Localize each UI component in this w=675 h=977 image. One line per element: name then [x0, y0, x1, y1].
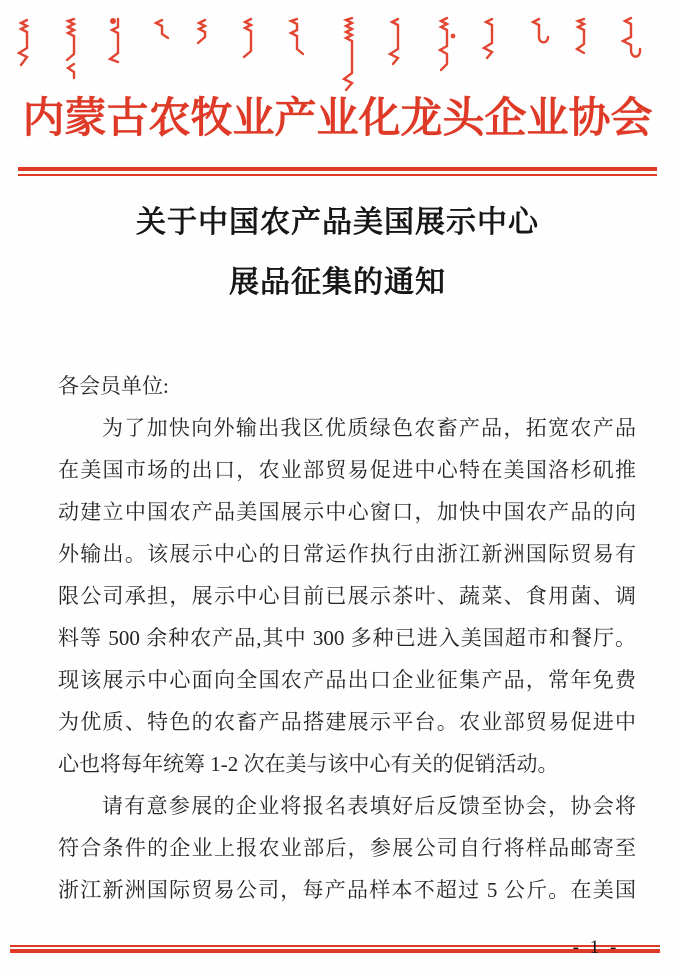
doc-title-line2: 展品征集的通知: [229, 266, 446, 299]
mongolian-word: [198, 20, 205, 43]
org-name: 内蒙古农牧业产业化龙头企业协会: [22, 96, 653, 142]
paragraph2-line: 符合条件的企业上报农业部后，参展公司自行将样品邮寄至: [58, 836, 636, 860]
paragraph2-line: 请有意参展的企业将报名表填好后反馈至协会，协会将: [102, 794, 636, 818]
mongolian-word: [244, 19, 251, 57]
mongolian-dot: [451, 34, 456, 39]
mongolian-word: [623, 18, 640, 57]
mongolian-word: [67, 19, 74, 60]
header-rule-thick: [18, 167, 657, 171]
paragraph1-line: 为优质、特色的农畜产品搭建展示平台。农业部贸易促进中: [58, 710, 636, 734]
mongolian-word: [440, 18, 447, 70]
doc-title-line1: 关于中国农产品美国展示中心: [136, 206, 539, 239]
mongolian-word: [68, 64, 74, 78]
mongolian-word: [577, 19, 584, 53]
paragraph1-line: 料等 500 余种农产品,其中 300 多种已进入美国超市和餐厅。: [58, 626, 636, 650]
mongolian-word: [344, 18, 352, 90]
mongolian-word: [390, 19, 398, 64]
paragraph1-line: 心也将每年统筹 1-2 次在美与该中心有关的促销活动。: [58, 752, 559, 776]
paragraph1-line: 为了加快向外输出我区优质绿色农畜产品，拓宽农产品: [102, 416, 636, 440]
header-rule-thin: [18, 174, 657, 176]
page-number: - 1 -: [572, 937, 620, 958]
paragraph1-line: 现该展示中心面向全国农产品出口企业征集产品，常年免费: [58, 668, 636, 692]
mongolian-word: [484, 19, 492, 58]
paragraph2-line: 浙江新洲国际贸易公司，每产品样本不超过 5 公斤。在美国: [58, 878, 636, 902]
paragraph1-line: 动建立中国农产品美国展示中心窗口，加快中国农产品的向: [58, 500, 636, 524]
mongolian-word: [110, 19, 118, 62]
document-body: [58, 365, 636, 911]
mongolian-word: [533, 19, 548, 42]
paragraph1-line: 限公司承担，展示中心目前已展示茶叶、蔬菜、食用菌、调: [58, 584, 636, 608]
mongolian-dot: [110, 18, 116, 24]
salutation: 各会员单位:: [58, 374, 169, 398]
mongolian-word: [19, 20, 27, 65]
paragraph1-line: 外输出。该展示中心的日常运作执行由浙江新洲国际贸易有: [58, 542, 636, 566]
mongolian-word: [291, 19, 303, 54]
paragraph1-line: 在美国市场的出口，农业部贸易促进中心特在美国洛杉矶推: [58, 458, 636, 482]
mongolian-word: [156, 20, 168, 38]
